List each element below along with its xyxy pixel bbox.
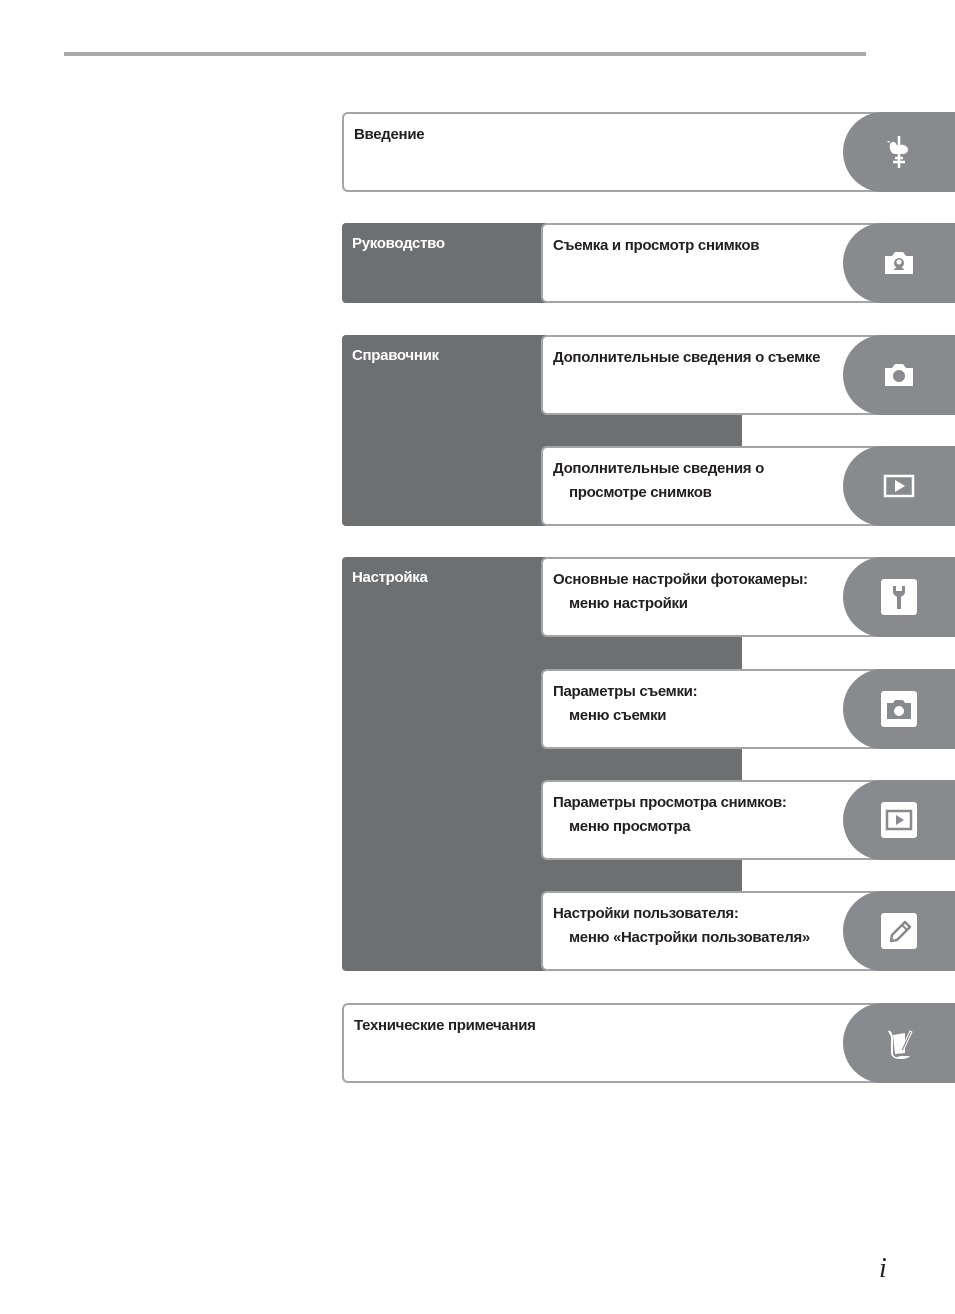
- setup-item-line1: Параметры просмотра снимков:: [553, 794, 787, 811]
- setup-item-label: [553, 680, 835, 728]
- wrench-icon: [879, 577, 919, 617]
- playback-icon: [879, 466, 919, 506]
- guide-item-label: Съемка и просмотр снимков: [553, 237, 760, 254]
- setup-item-label: [553, 902, 835, 950]
- section-intro[interactable]: [342, 112, 955, 192]
- pencil-icon: [879, 911, 919, 951]
- top-rule: [64, 52, 866, 56]
- reference-item-label: Дополнительные сведения о съемке: [553, 349, 821, 366]
- section-technical[interactable]: [342, 1003, 955, 1083]
- section-technical-tab: [843, 1003, 955, 1083]
- section-intro-tab: [843, 112, 955, 192]
- setup-item-line1: Настройки пользователя:: [553, 905, 739, 922]
- setup-item-shooting-menu[interactable]: [541, 669, 955, 749]
- guide-item-tab: [843, 223, 955, 303]
- setup-item-label: [553, 568, 835, 616]
- setup-item-tab: [843, 891, 955, 971]
- setup-item-tab: [843, 669, 955, 749]
- playback-menu-icon: [879, 800, 919, 840]
- setup-item-line2: меню съемки: [569, 707, 667, 724]
- setup-item-custom-settings[interactable]: [541, 891, 955, 971]
- reference-item-line2: просмотре снимков: [569, 484, 712, 501]
- reference-item-tab: [843, 446, 955, 526]
- setup-item-line2: меню «Настройки пользователя»: [569, 929, 810, 946]
- setup-item-line2: меню настройки: [569, 595, 688, 612]
- section-reference-title: Справочник: [352, 347, 439, 364]
- setup-item-tab: [843, 780, 955, 860]
- section-setup-title: Настройка: [352, 569, 428, 586]
- camera-menu-icon: [879, 689, 919, 729]
- reference-item-more-shooting[interactable]: [541, 335, 955, 415]
- setup-item-line2: меню просмотра: [569, 818, 691, 835]
- section-guide-title: Руководство: [352, 235, 445, 252]
- reference-item-line1: Дополнительные сведения о: [553, 460, 764, 477]
- camera-icon: [879, 355, 919, 395]
- guide-item-shooting-playback[interactable]: [541, 223, 955, 303]
- camera-person-icon: [879, 243, 919, 283]
- reference-item-more-playback[interactable]: [541, 446, 955, 526]
- reference-item-label: [553, 457, 835, 505]
- section-intro-title: Введение: [354, 126, 425, 143]
- setup-item-playback-menu[interactable]: [541, 780, 955, 860]
- setup-item-tab: [843, 557, 955, 637]
- setup-item-line1: Параметры съемки:: [553, 683, 698, 700]
- setup-item-setup-menu[interactable]: [541, 557, 955, 637]
- weathervane-icon: [879, 132, 919, 172]
- page-number: i: [879, 1253, 887, 1284]
- section-technical-title: Технические примечания: [354, 1017, 536, 1034]
- scroll-quill-icon: [879, 1023, 919, 1063]
- setup-item-line1: Основные настройки фотокамеры:: [553, 571, 808, 588]
- setup-item-label: [553, 791, 835, 839]
- reference-item-tab: [843, 335, 955, 415]
